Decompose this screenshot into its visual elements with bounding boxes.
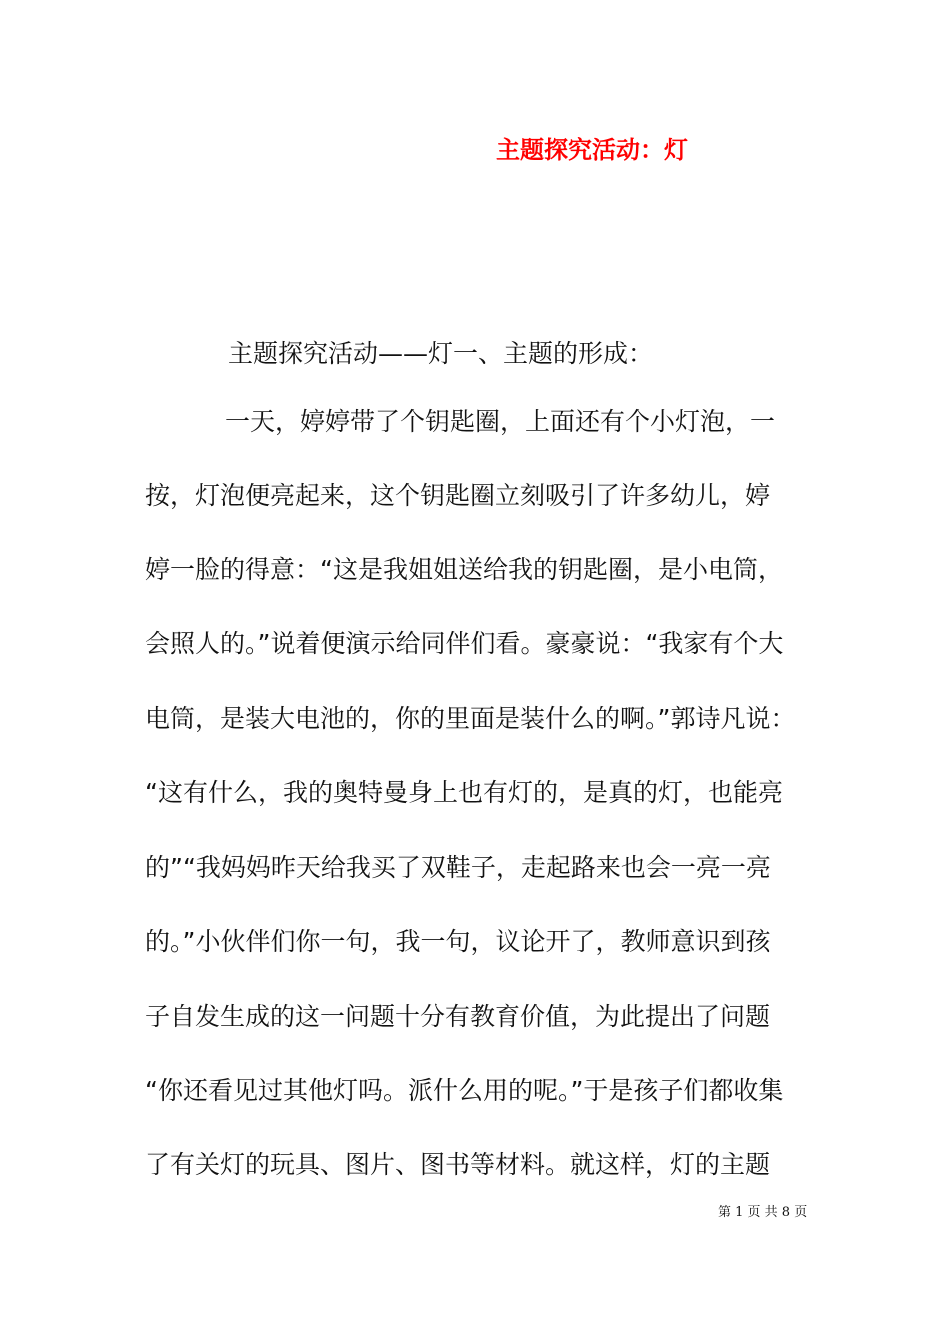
body-line: “你还看见过其他灯吗。派什么用的呢。”于是孩子们都收集	[145, 1076, 784, 1105]
heading-line: 主题探究活动——灯一、主题的形成：	[228, 339, 654, 368]
document-title: 主题探究活动：灯	[496, 135, 688, 164]
page-number: 第 1 页 共 8 页	[718, 1205, 808, 1220]
body-line: 按，灯泡便亮起来，这个钥匙圈立刻吸引了许多幼儿，婷	[145, 481, 771, 510]
body-line: 的”“我妈妈昨天给我买了双鞋子，走起路来也会一亮一亮	[145, 853, 771, 882]
body-line: 的。”小伙伴们你一句，我一句，议论开了，教师意识到孩	[145, 927, 771, 956]
body-line: 一天，婷婷带了个钥匙圈，上面还有个小灯泡，一	[225, 407, 776, 436]
body-line: 子自发生成的这一问题十分有教育价值，为此提出了问题	[145, 1002, 771, 1031]
body-line: 了有关灯的玩具、图片、图书等材料。就这样，灯的主题	[145, 1150, 771, 1179]
body-line: “这有什么，我的奥特曼身上也有灯的，是真的灯，也能亮	[145, 778, 783, 807]
body-line: 会照人的。”说着便演示给同伴们看。豪豪说：“我家有个大	[145, 629, 784, 658]
body-line: 电筒，是装大电池的，你的里面是装什么的啊。”郭诗凡说：	[145, 704, 796, 733]
body-line: 婷一脸的得意：“这是我姐姐送给我的钥匙圈，是小电筒，	[145, 555, 783, 584]
